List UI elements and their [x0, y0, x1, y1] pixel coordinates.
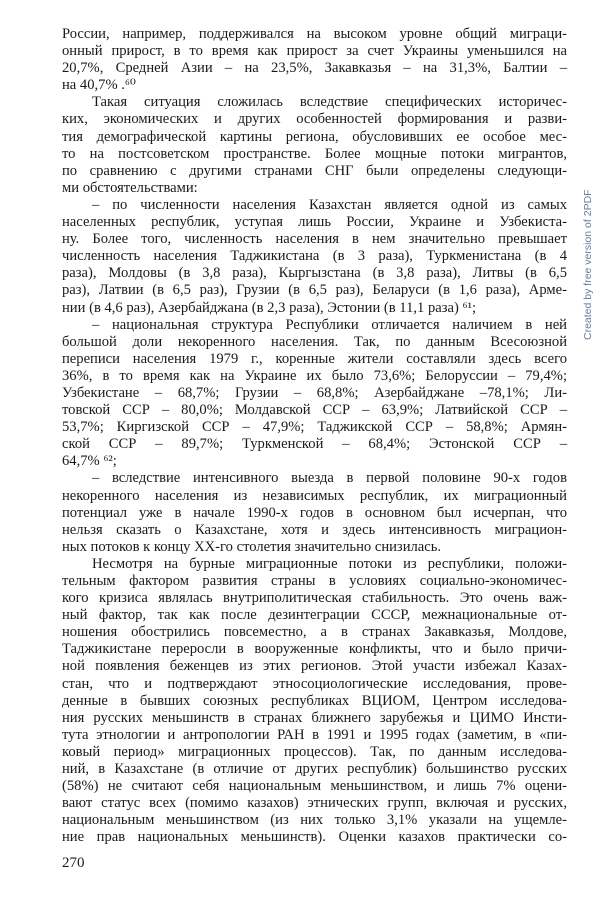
- text-line: – национальная структура Республики отличается наличием в ней: [92, 316, 567, 333]
- page-body-text: [62, 26, 567, 847]
- page-number: 270: [62, 855, 85, 871]
- text-line: – по численности населения Казахстан является одной из самых: [92, 196, 567, 213]
- text-line: некоренного населения из независимых республик, их миграционный: [62, 487, 567, 504]
- paragraph: [62, 470, 567, 555]
- text-line: ской ССР – 89,7%; Туркменской – 68,4%; Эстонской ССР –: [62, 436, 567, 453]
- text-line: переписи населения 1979 г., коренные жители составляли здесь всего: [62, 350, 567, 367]
- text-line: 36%, в то время как на Украине их было 73,6%; Белоруссии – 79,4%;: [62, 367, 567, 384]
- text-line: товской ССР – 80,0%; Молдавской ССР – 63,9%; Латвийской ССР –: [62, 402, 567, 419]
- paragraph: [62, 197, 567, 317]
- text-line: 64,7% ⁶²;: [62, 453, 117, 470]
- text-line: большой доли некоренного населения. Так, по данным Всесоюзной: [62, 333, 567, 350]
- text-line: ной появления беженцев из этих регионов. Этой участи избежал Казах-: [62, 658, 567, 675]
- text-line: ми обстоятельствами:: [62, 179, 198, 196]
- text-line: на 40,7% .⁶⁰: [62, 77, 136, 94]
- text-line: национальным меньшинством (из них только 3,1% указали на ущемле-: [62, 812, 567, 829]
- text-line: России, например, поддерживался на высоком уровне общий миграци-: [62, 26, 567, 42]
- text-line: тельным фактором развития страны в условиях социально-экономичес-: [62, 573, 567, 589]
- text-line: ковый период» миграционных процессов). Так, по данным исследова-: [62, 743, 567, 760]
- text-line: ние прав национальных меньшинств). Оценки казахов практически со-: [62, 829, 567, 846]
- text-line: населенных республик, уступая лишь России, Украине и Узбекиста-: [62, 214, 567, 231]
- text-line: денные в бывших союзных республиках ВЦИОМ, Центром исследова-: [62, 692, 567, 709]
- text-line: – вследствие интенсивного выезда в первой половине 90-х годов: [92, 470, 567, 487]
- text-line: то на постсоветском пространстве. Более мощные потоки мигрантов,: [62, 145, 567, 162]
- paragraph: [62, 94, 567, 197]
- text-line: вают статус всех (помимо казахов) этнических групп, включая и русских,: [62, 795, 567, 812]
- text-line: 53,7%; Киргизской ССР – 47,9%; Таджикской ССР – 58,8%; Армян-: [62, 419, 567, 436]
- paragraph: [62, 26, 567, 94]
- text-line: ных потоков к концу ХХ-го столетия значительно снизилась.: [62, 538, 442, 555]
- text-line: кого кризиса являлась внутриполитическая стабильность. Это очень важ-: [62, 590, 567, 607]
- text-line: онный прирост, в то время как прирост за счет Украины уменьшился на: [62, 43, 567, 60]
- text-line: численность населения Таджикистана (в 3 раза), Туркменистана (в 4: [62, 248, 567, 265]
- text-line: стан, что и подтверждают этносоциологические исследования, прове-: [62, 675, 567, 692]
- text-line: Таджикистане переросли в вооруженные конфликты, что и было причи-: [62, 641, 567, 658]
- text-line: потенциал уже в начале 1990-х годов в основном был исчерпан, что: [62, 504, 567, 521]
- paragraph: [62, 317, 567, 471]
- text-line: ношения обострились повсеместно, а в странах Закавказья, Молдове,: [62, 624, 567, 641]
- text-line: 20,7%, Средней Азии – на 23,5%, Закавказья – на 31,3%, Балтии –: [62, 60, 567, 77]
- text-line: тута этнологии и антропологии РАН в 1991 и 1995 годах (заметим, в «пи-: [62, 726, 567, 743]
- text-line: ний, в Казахстане (в отличие от других республик) большинство русских: [62, 761, 567, 778]
- text-line: Такая ситуация сложилась вследствие специфических историчес-: [92, 94, 567, 111]
- text-line: ный фактор, так как после дезинтеграции СССР, межнациональные от-: [62, 607, 567, 624]
- watermark: Created by free version of 2PDF: [582, 189, 594, 340]
- text-line: по сравнению с другими странами СНГ были определены следующи-: [62, 162, 567, 179]
- text-line: (58%) не считают себя национальным меньшинством, и лишь 7% оцени-: [62, 778, 567, 795]
- text-line: раз), Латвии (в 6,5 раз), Грузии (в 6,5 раз), Беларуси (в 1,6 раза), Арме-: [62, 282, 567, 299]
- text-line: раза), Молдовы (в 3,8 раза), Кыргызстана (в 3,8 раза), Литвы (в 6,5: [62, 265, 567, 282]
- text-line: ну. Более того, численность населения в нем значительно превышает: [62, 231, 567, 248]
- text-line: Узбекистане – 68,7%; Грузии – 68,8%; Азербайджане –78,1%; Ли-: [62, 384, 567, 401]
- text-line: ких, экономических и других особенностей формирования и разви-: [62, 111, 567, 128]
- text-line: нельзя сказать о Казахстане, хотя и здесь интенсивность миграцион-: [62, 521, 567, 538]
- text-line: Несмотря на бурные миграционные потоки из республики, положи-: [92, 555, 567, 572]
- text-line: тия демографической картины региона, обусловивших ее особое мес-: [62, 128, 567, 145]
- paragraph: [62, 556, 567, 847]
- text-line: ния русских меньшинств в странах ближнего зарубежья и ЦИМО Инсти-: [62, 709, 567, 726]
- text-line: нии (в 4,6 раз), Азербайджана (в 2,3 раза), Эстонии (в 11,1 раза) ⁶¹;: [62, 299, 476, 316]
